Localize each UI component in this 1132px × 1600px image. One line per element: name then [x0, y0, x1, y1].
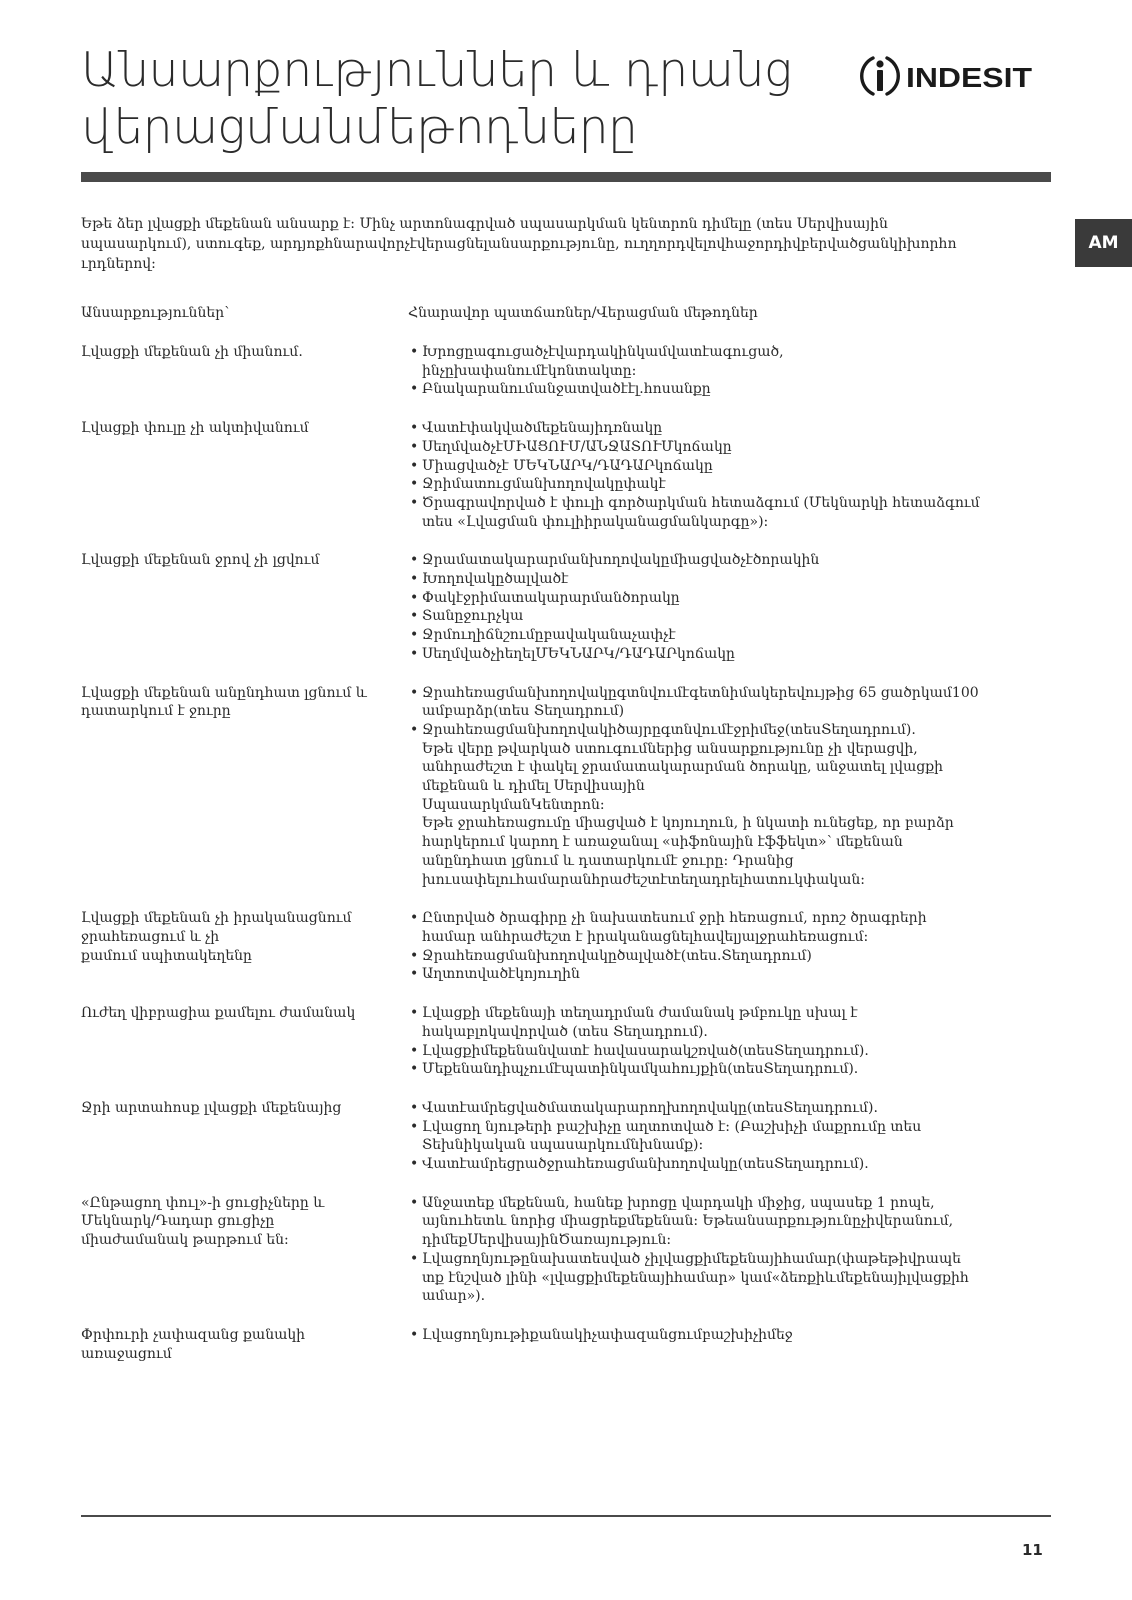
- problem-text: Լվացքի փուլը չի ակտիվանում: [81, 420, 309, 437]
- table-row: [81, 551, 1051, 663]
- problem-cell: [81, 551, 408, 663]
- problem-text: Լվացքի մեքենան անընդհատ լցնում և: [81, 684, 367, 701]
- list-item: [408, 475, 1051, 494]
- solution-text: Տեխնիկական սպասարկումնխնամք):: [422, 1137, 704, 1154]
- page-title-line-2: վերացմանմեթոդները: [81, 100, 638, 155]
- solution-text: • Լվացողնյութընախատեսված չիլվացքիմեքենայիհամար(փաթեթիվրապե: [422, 1250, 961, 1267]
- problem-text: Մեկնարկ/Դադար ցուցիչը: [81, 1213, 275, 1230]
- list-item: [408, 551, 1051, 570]
- solution-cell: [408, 551, 1051, 663]
- intro-line: Եթե ձեր լվացքի մեքենան անսարք է: Մինչ արտոնագրված սպասարկման կենտրոն դիմելը (տես Սերվիսային: [81, 216, 888, 232]
- problem-text: Լվացքի մեքենան չի միանում.: [81, 344, 303, 360]
- solution-cell: [408, 419, 1051, 531]
- solution-text: • Ջրմուղիճնշումըբավականաչափչէ: [422, 627, 676, 644]
- problem-text: միաժամանակ թարթում են:: [81, 1232, 289, 1249]
- problem-cell: [81, 1099, 408, 1174]
- table-row: [81, 419, 1051, 531]
- list-item: [408, 684, 1051, 721]
- solution-cell: [408, 343, 1051, 399]
- list-item: [408, 1326, 1051, 1345]
- solution-text: • Ջրահեռացմանխողովակըգտնվումէգետնիմակերեվույթից 65 ցածրկամ100: [422, 684, 979, 701]
- list-item: [408, 1194, 1051, 1250]
- solution-text: Եթե վերը թվարկած ստուգումներից անսարքությունը չի վերացվի,: [422, 740, 918, 757]
- problem-cell: [81, 1004, 408, 1079]
- solution-cell: [408, 1004, 1051, 1079]
- list-item: [408, 438, 1051, 457]
- solution-cell: [408, 909, 1051, 984]
- problem-text: Լվացքի մեքենան ջրով չի լցվում: [81, 552, 320, 569]
- list-item: [408, 457, 1051, 476]
- solution-text: • Միացվածչէ ՄԵԿՆԱՐԿ/ԴԱԴԱՐկոճակը: [422, 457, 713, 474]
- list-item: [408, 909, 1051, 946]
- solution-text: • Վատէամրեցրածջրահեռացմանխողովակը(տեսՏեղադրում).: [422, 1156, 869, 1173]
- solution-text: • ՍեղմվածչէՄԻԱՑՈՒՄ/ԱՆՋԱՏՈՒՄկոճակը: [422, 438, 732, 455]
- problem-cell: [81, 1194, 408, 1306]
- solution-text: տք էնշված լինի «լվացքիմեքենայիհամար» կամ«ձեռքիևմեքենայիլվացքիհ: [422, 1269, 969, 1286]
- list-item: [408, 645, 1051, 664]
- solution-list: [408, 1326, 1051, 1345]
- intro-paragraph: [81, 214, 1051, 274]
- list-item: [408, 1155, 1051, 1174]
- solution-text: • Տանըջուրչկա: [422, 608, 524, 625]
- solution-text: ամար»).: [422, 1288, 486, 1305]
- list-item: [408, 589, 1051, 608]
- solution-list: [408, 419, 1051, 531]
- solution-list: [408, 551, 1051, 663]
- problem-text: Փրփուրի չափազանց քանակի: [81, 1326, 306, 1343]
- language-tab: AM: [1075, 219, 1132, 267]
- solution-cell: [408, 1326, 1051, 1363]
- solution-text: մեքենան և դիմել Սերվիսային: [422, 778, 645, 795]
- solution-text: • Փակէջրիմատակարարմանծորակը: [422, 589, 680, 606]
- problem-cell: [81, 684, 408, 890]
- solution-list: [408, 1004, 1051, 1079]
- solution-text: հարկերում կարող է առաջանալ «սիֆոնային էֆֆեկտ»՝ մեքենան: [422, 834, 903, 851]
- solution-cell: [408, 1099, 1051, 1174]
- list-item: [408, 380, 1051, 399]
- solution-text: • ՍեղմվածչիեղելՄԵԿՆԱՐԿ/ԴԱԴԱՐկոճակը: [422, 645, 735, 662]
- page-number: 11: [1022, 1541, 1043, 1559]
- problem-cell: [81, 419, 408, 531]
- solution-text: Եթե ջրահեռացումը միացված է կոյուղուն, ի նկատի ունեցեք, որ բարձր: [422, 815, 954, 832]
- footer-divider: [81, 1515, 1051, 1517]
- intro-line: սպասարկում), ստուգեք, արդյոքհնարավորչէվերացնելանսարքությունը, ուղղորդվելովհաջորդիվբերվածցանկիխորհո: [81, 236, 957, 252]
- solution-text: այնուհետև նորից միացրեքմեքենան: Եթեանսարքությունըչիվերանում,: [422, 1213, 954, 1230]
- list-item: [408, 721, 1051, 889]
- page-title-line-1: Անսարքություններ և դրանց: [81, 43, 792, 98]
- troubleshooting-table: [81, 343, 1051, 1363]
- solution-text: • Աղտոտվածէկոյուղին: [422, 966, 580, 983]
- problem-text: առաջացում: [81, 1345, 172, 1362]
- solution-text: • Մեքենանդիպչումէպատինկամկահույքին(տեսՏեղադրում).: [422, 1061, 859, 1078]
- list-item: [408, 494, 1051, 531]
- indesit-logo: [856, 52, 1056, 100]
- table-row: [81, 1326, 1051, 1363]
- solution-cell: [408, 1194, 1051, 1306]
- problem-text: Ջրի արտահոսք լվացքի մեքենայից: [81, 1099, 342, 1116]
- table-row: [81, 684, 1051, 890]
- problem-text: դատարկում է ջուրը: [81, 703, 231, 720]
- solution-text: դիմեքՍերվիսայինԾառայություն:: [422, 1232, 672, 1249]
- indesit-logo-icon: [856, 52, 1056, 100]
- problem-text: Լվացքի մեքենան չի իրականացնում: [81, 910, 352, 927]
- table-row: [81, 909, 1051, 984]
- solution-text: • Ջրիմատուցմանխողովակըփակէ: [422, 476, 666, 493]
- solution-text: համար անհրաժեշտ է իրականացնելհավելյալջրահեռացում:: [422, 928, 869, 945]
- solution-text: հակաբլոկավորված (տես Տեղադրում).: [422, 1023, 708, 1040]
- solution-list: [408, 1194, 1051, 1306]
- list-item: [408, 419, 1051, 438]
- table-row: [81, 1099, 1051, 1174]
- solution-text: • Ծրագրավորված է փուլի գործարկման հետաձգում (Մեկնարկի հետաձգում: [422, 494, 980, 511]
- solution-text: • Լվացող նյութերի բաշխիչը աղտոտված է: (Բաշխիչի մաքրումը տես: [422, 1118, 922, 1135]
- list-item: [408, 1099, 1051, 1118]
- solution-text: • Լվացքի մեքենայի տեղադրման ժամանակ թմբուկը սխալ է: [422, 1005, 858, 1022]
- list-item: [408, 607, 1051, 626]
- problem-cell: [81, 1326, 408, 1363]
- list-item: [408, 1042, 1051, 1061]
- solution-text: • Բնակարանումանջատվածէէլ.հոսանքը: [422, 381, 711, 398]
- solution-text: • Ջրահեռացմանխողովակըծալվածէ(տես.Տեղադրում): [422, 947, 812, 964]
- list-item: [408, 1004, 1051, 1041]
- causes-column-header: Հնարավոր պատճառներ/Վերացման մեթոդներ: [408, 305, 758, 321]
- solution-text: անհրաժեշտ է փակել ջրամատակարարման ծորակը, անջատել լվացքի: [422, 759, 944, 776]
- solution-list: [408, 684, 1051, 890]
- problem-cell: [81, 343, 408, 399]
- solution-text: • Անջատեք մեքենան, հանեք խրոցը վարդակի միջից, սպասեք 1 րոպե,: [422, 1194, 935, 1211]
- solution-text: ՍպասարկմանԿենտրոն:: [422, 796, 605, 813]
- table-row: [81, 1194, 1051, 1306]
- solution-text: • Ջրահեռացմանխողովակիծայրըգտնվումէջրիմեջ(տեսՏեղադրում).: [422, 721, 916, 738]
- solution-list: [408, 343, 1051, 399]
- problem-text: քամում սպիտակեղենը: [81, 947, 252, 964]
- solution-text: • Վատէփակվածմեքենայիդռնակը: [422, 420, 663, 437]
- problem-text: «Ընթացող փուլ»-ի ցուցիչները և: [81, 1194, 325, 1211]
- list-item: [408, 1118, 1051, 1155]
- list-item: [408, 1250, 1051, 1306]
- brand-name: INDESIT: [906, 62, 1032, 93]
- list-item: [408, 343, 1051, 380]
- solution-cell: [408, 684, 1051, 890]
- intro-line: ւրդներով:: [81, 256, 156, 272]
- solution-text: • Ընտրված ծրագիրը չի նախատեսում ջրի հեռացում, որոշ ծրագրերի: [422, 910, 927, 927]
- solution-text: • Ջրամատակարարմանխողովակըմիացվածչէծորակին: [422, 552, 820, 569]
- table-row: [81, 343, 1051, 399]
- solution-text: ինչըխափանումէկոնտակտը:: [422, 362, 637, 379]
- solution-text: ամբարձր(տես Տեղադրում): [422, 703, 625, 720]
- solution-list: [408, 1099, 1051, 1174]
- solution-text: • Խողովակըծալվածէ: [422, 571, 569, 588]
- list-item: [408, 965, 1051, 984]
- solution-text: • Վատէամրեցվածմատակարարողխողովակը(տեսՏեղադրում).: [422, 1099, 878, 1116]
- problem-text: Ուժեղ վիբրացիա քամելու ժամանակ: [81, 1005, 356, 1022]
- list-item: [408, 570, 1051, 589]
- solution-text: • Լվացողնյութիքանակիչափազանցումբաշխիչիմեջ: [422, 1326, 793, 1343]
- page-title: [81, 42, 821, 156]
- solution-text: • Խրոցըագուցածչէվարդակինկամվատէագուցած,: [422, 344, 784, 360]
- solution-text: տես «Լվացման փուլիիրականացմանկարգը»):: [422, 513, 769, 530]
- problems-column-header: Անսարքություններ՝: [81, 305, 230, 321]
- solution-list: [408, 909, 1051, 984]
- list-item: [408, 947, 1051, 966]
- table-row: [81, 1004, 1051, 1079]
- list-item: [408, 1060, 1051, 1079]
- list-item: [408, 626, 1051, 645]
- problem-text: ջրահեռացում և չի: [81, 928, 220, 945]
- title-divider: [81, 172, 1051, 182]
- solution-text: անընդհատ լցնում և դատարկումէ ջուրը: Դրանից: [422, 852, 794, 869]
- solution-text: • Լվացքիմեքենանվատէ հավասարակշռված(տեսՏեղադրում).: [422, 1042, 869, 1059]
- problem-cell: [81, 909, 408, 984]
- solution-text: խուսափելուհամարանհրաժեշտէտեղադրելհատուկփական:: [422, 871, 865, 888]
